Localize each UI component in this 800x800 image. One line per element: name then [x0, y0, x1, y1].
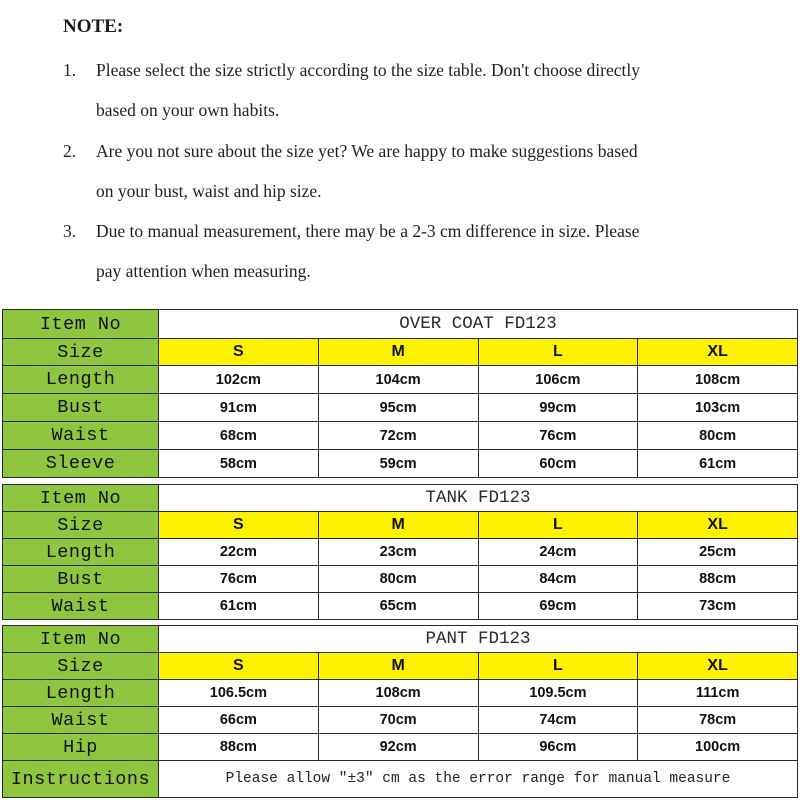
instructions-text: Please allow "±3" cm as the error range for manual measure [159, 761, 798, 798]
measure-cell: 65cm [318, 593, 478, 620]
size-header-row [3, 339, 798, 366]
note-number: 3. [63, 221, 77, 241]
size-cell: L [478, 339, 638, 366]
note-text: on your bust, waist and hip size. [96, 181, 322, 201]
measure-cell: 61cm [638, 450, 798, 478]
note-number: 2. [63, 141, 77, 161]
measure-cell: 61cm [159, 593, 319, 620]
measure-cell: 102cm [159, 366, 319, 394]
table-row [3, 450, 798, 478]
row-label: Bust [3, 566, 159, 593]
row-label: Sleeve [3, 450, 159, 478]
table-row [3, 422, 798, 450]
table-row [3, 680, 798, 707]
note-text: Please select the size strictly according to the size table. Don't choose directly [96, 60, 641, 80]
size-cell: M [318, 339, 478, 366]
size-cell: L [478, 512, 638, 539]
table-row [3, 394, 798, 422]
size-cell: XL [638, 512, 798, 539]
size-cell: S [159, 339, 319, 366]
size-cell: M [318, 653, 478, 680]
row-label: Length [3, 539, 159, 566]
measure-cell: 91cm [159, 394, 319, 422]
table-row [3, 366, 798, 394]
size-label: Size [3, 512, 159, 539]
row-label: Length [3, 680, 159, 707]
measure-cell: 25cm [638, 539, 798, 566]
measure-cell: 84cm [478, 566, 638, 593]
measure-cell: 104cm [318, 366, 478, 394]
table-row [3, 485, 798, 512]
measure-cell: 66cm [159, 707, 319, 734]
overcoat-size-table [2, 309, 798, 478]
measure-cell: 103cm [638, 394, 798, 422]
measure-cell: 72cm [318, 422, 478, 450]
measure-cell: 108cm [318, 680, 478, 707]
measure-cell: 78cm [638, 707, 798, 734]
measure-cell: 68cm [159, 422, 319, 450]
measure-cell: 73cm [638, 593, 798, 620]
measure-cell: 109.5cm [478, 680, 638, 707]
measure-cell: 99cm [478, 394, 638, 422]
row-label: Waist [3, 422, 159, 450]
size-header-row [3, 512, 798, 539]
row-label: Bust [3, 394, 159, 422]
measure-cell: 74cm [478, 707, 638, 734]
item-no-label: Item No [3, 310, 159, 339]
note-text: based on your own habits. [96, 100, 280, 120]
size-header-row [3, 653, 798, 680]
size-label: Size [3, 653, 159, 680]
row-label: Hip [3, 734, 159, 761]
size-cell: L [478, 653, 638, 680]
note-text: Are you not sure about the size yet? We are happy to make suggestions based [96, 141, 638, 161]
item-no-label: Item No [3, 626, 159, 653]
measure-cell: 59cm [318, 450, 478, 478]
table-row [3, 707, 798, 734]
instructions-label: Instructions [3, 761, 159, 798]
size-label: Size [3, 339, 159, 366]
size-cell: S [159, 653, 319, 680]
product-title: PANT FD123 [159, 626, 798, 653]
product-title: TANK FD123 [159, 485, 798, 512]
measure-cell: 106.5cm [159, 680, 319, 707]
note-title: NOTE: [63, 16, 124, 37]
size-cell: XL [638, 653, 798, 680]
measure-cell: 69cm [478, 593, 638, 620]
measure-cell: 88cm [159, 734, 319, 761]
size-cell: M [318, 512, 478, 539]
measure-cell: 76cm [159, 566, 319, 593]
table-row [3, 310, 798, 339]
note-text: Due to manual measurement, there may be a 2-3 cm difference in size. Please [96, 221, 640, 241]
instructions-row [3, 761, 798, 798]
measure-cell: 80cm [318, 566, 478, 593]
measure-cell: 58cm [159, 450, 319, 478]
measure-cell: 100cm [638, 734, 798, 761]
measure-cell: 76cm [478, 422, 638, 450]
measure-cell: 108cm [638, 366, 798, 394]
measure-cell: 23cm [318, 539, 478, 566]
measure-cell: 106cm [478, 366, 638, 394]
item-no-label: Item No [3, 485, 159, 512]
measure-cell: 24cm [478, 539, 638, 566]
measure-cell: 111cm [638, 680, 798, 707]
measure-cell: 22cm [159, 539, 319, 566]
size-cell: S [159, 512, 319, 539]
table-row [3, 593, 798, 620]
measure-cell: 88cm [638, 566, 798, 593]
size-cell: XL [638, 339, 798, 366]
note-text: pay attention when measuring. [96, 261, 311, 281]
measure-cell: 92cm [318, 734, 478, 761]
product-title: OVER COAT FD123 [159, 310, 798, 339]
table-row [3, 539, 798, 566]
measure-cell: 80cm [638, 422, 798, 450]
measure-cell: 70cm [318, 707, 478, 734]
pant-size-table [2, 625, 798, 798]
measure-cell: 60cm [478, 450, 638, 478]
table-row [3, 566, 798, 593]
measure-cell: 95cm [318, 394, 478, 422]
note-number: 1. [63, 60, 77, 80]
table-row [3, 734, 798, 761]
table-row [3, 626, 798, 653]
tank-size-table [2, 484, 798, 620]
row-label: Waist [3, 707, 159, 734]
measure-cell: 96cm [478, 734, 638, 761]
row-label: Waist [3, 593, 159, 620]
row-label: Length [3, 366, 159, 394]
